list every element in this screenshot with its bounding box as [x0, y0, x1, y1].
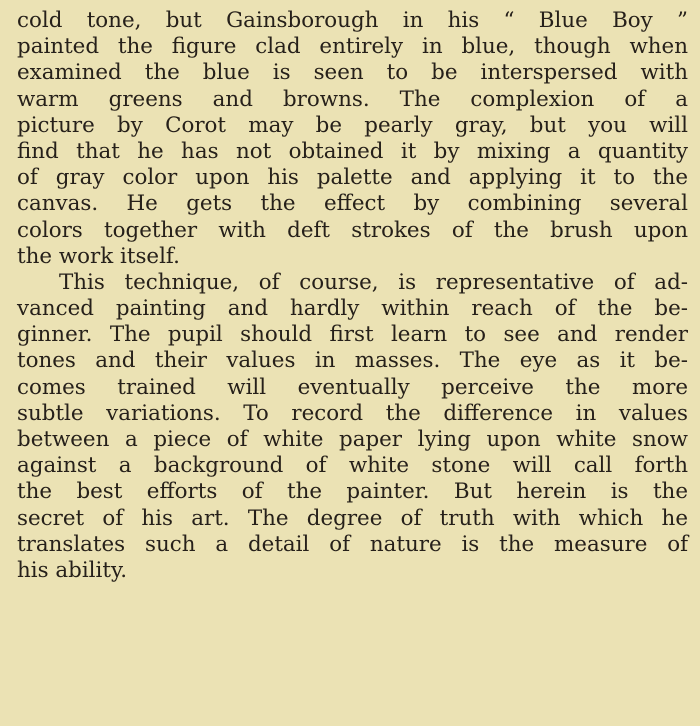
text-line: ginner. The pupil should first learn to see and render: [17, 322, 688, 348]
text-line: secret of his art. The degree of truth with which he: [17, 505, 688, 531]
text-line: picture by Corot may be pearly gray, but you will: [17, 112, 688, 138]
text-line: the best efforts of the painter. But herein is the: [17, 479, 688, 505]
text-line: This technique, of course, is representative of ad-: [59, 269, 688, 295]
text-line: tones and their values in masses. The eye as it be-: [17, 348, 688, 374]
text-line: of gray color upon his palette and applying it to the: [17, 165, 688, 191]
text-line: warm greens and browns. The complexion of a: [17, 86, 688, 112]
paragraph-2: [17, 270, 688, 584]
text-line: between a piece of white paper lying upon white snow: [17, 427, 688, 452]
text-line: vanced painting and hardly within reach of the be-: [17, 296, 688, 322]
text-line: comes trained will eventually perceive the more: [17, 374, 688, 400]
text-line: colors together with deft strokes of the brush upon: [17, 217, 688, 243]
text-line: find that he has not obtained it by mixing a quantity: [17, 138, 688, 164]
text-line: canvas. He gets the effect by combining several: [17, 191, 688, 217]
text-line: cold tone, but Gainsborough in his “ Blue Boy ”: [17, 8, 688, 33]
text-line: examined the blue is seen to be interspersed with: [17, 60, 688, 86]
text-line: his ability.: [17, 557, 128, 583]
text-line: against a background of white stone will call forth: [17, 453, 688, 479]
paragraph-1: [17, 8, 688, 270]
text-line: translates such a detail of nature is the measure of: [17, 531, 688, 557]
text-line: painted the figure clad entirely in blue, though when: [17, 34, 688, 60]
page-text: [17, 8, 688, 584]
text-line: subtle variations. To record the difference in values: [17, 400, 688, 426]
text-line: the work itself.: [17, 243, 180, 269]
